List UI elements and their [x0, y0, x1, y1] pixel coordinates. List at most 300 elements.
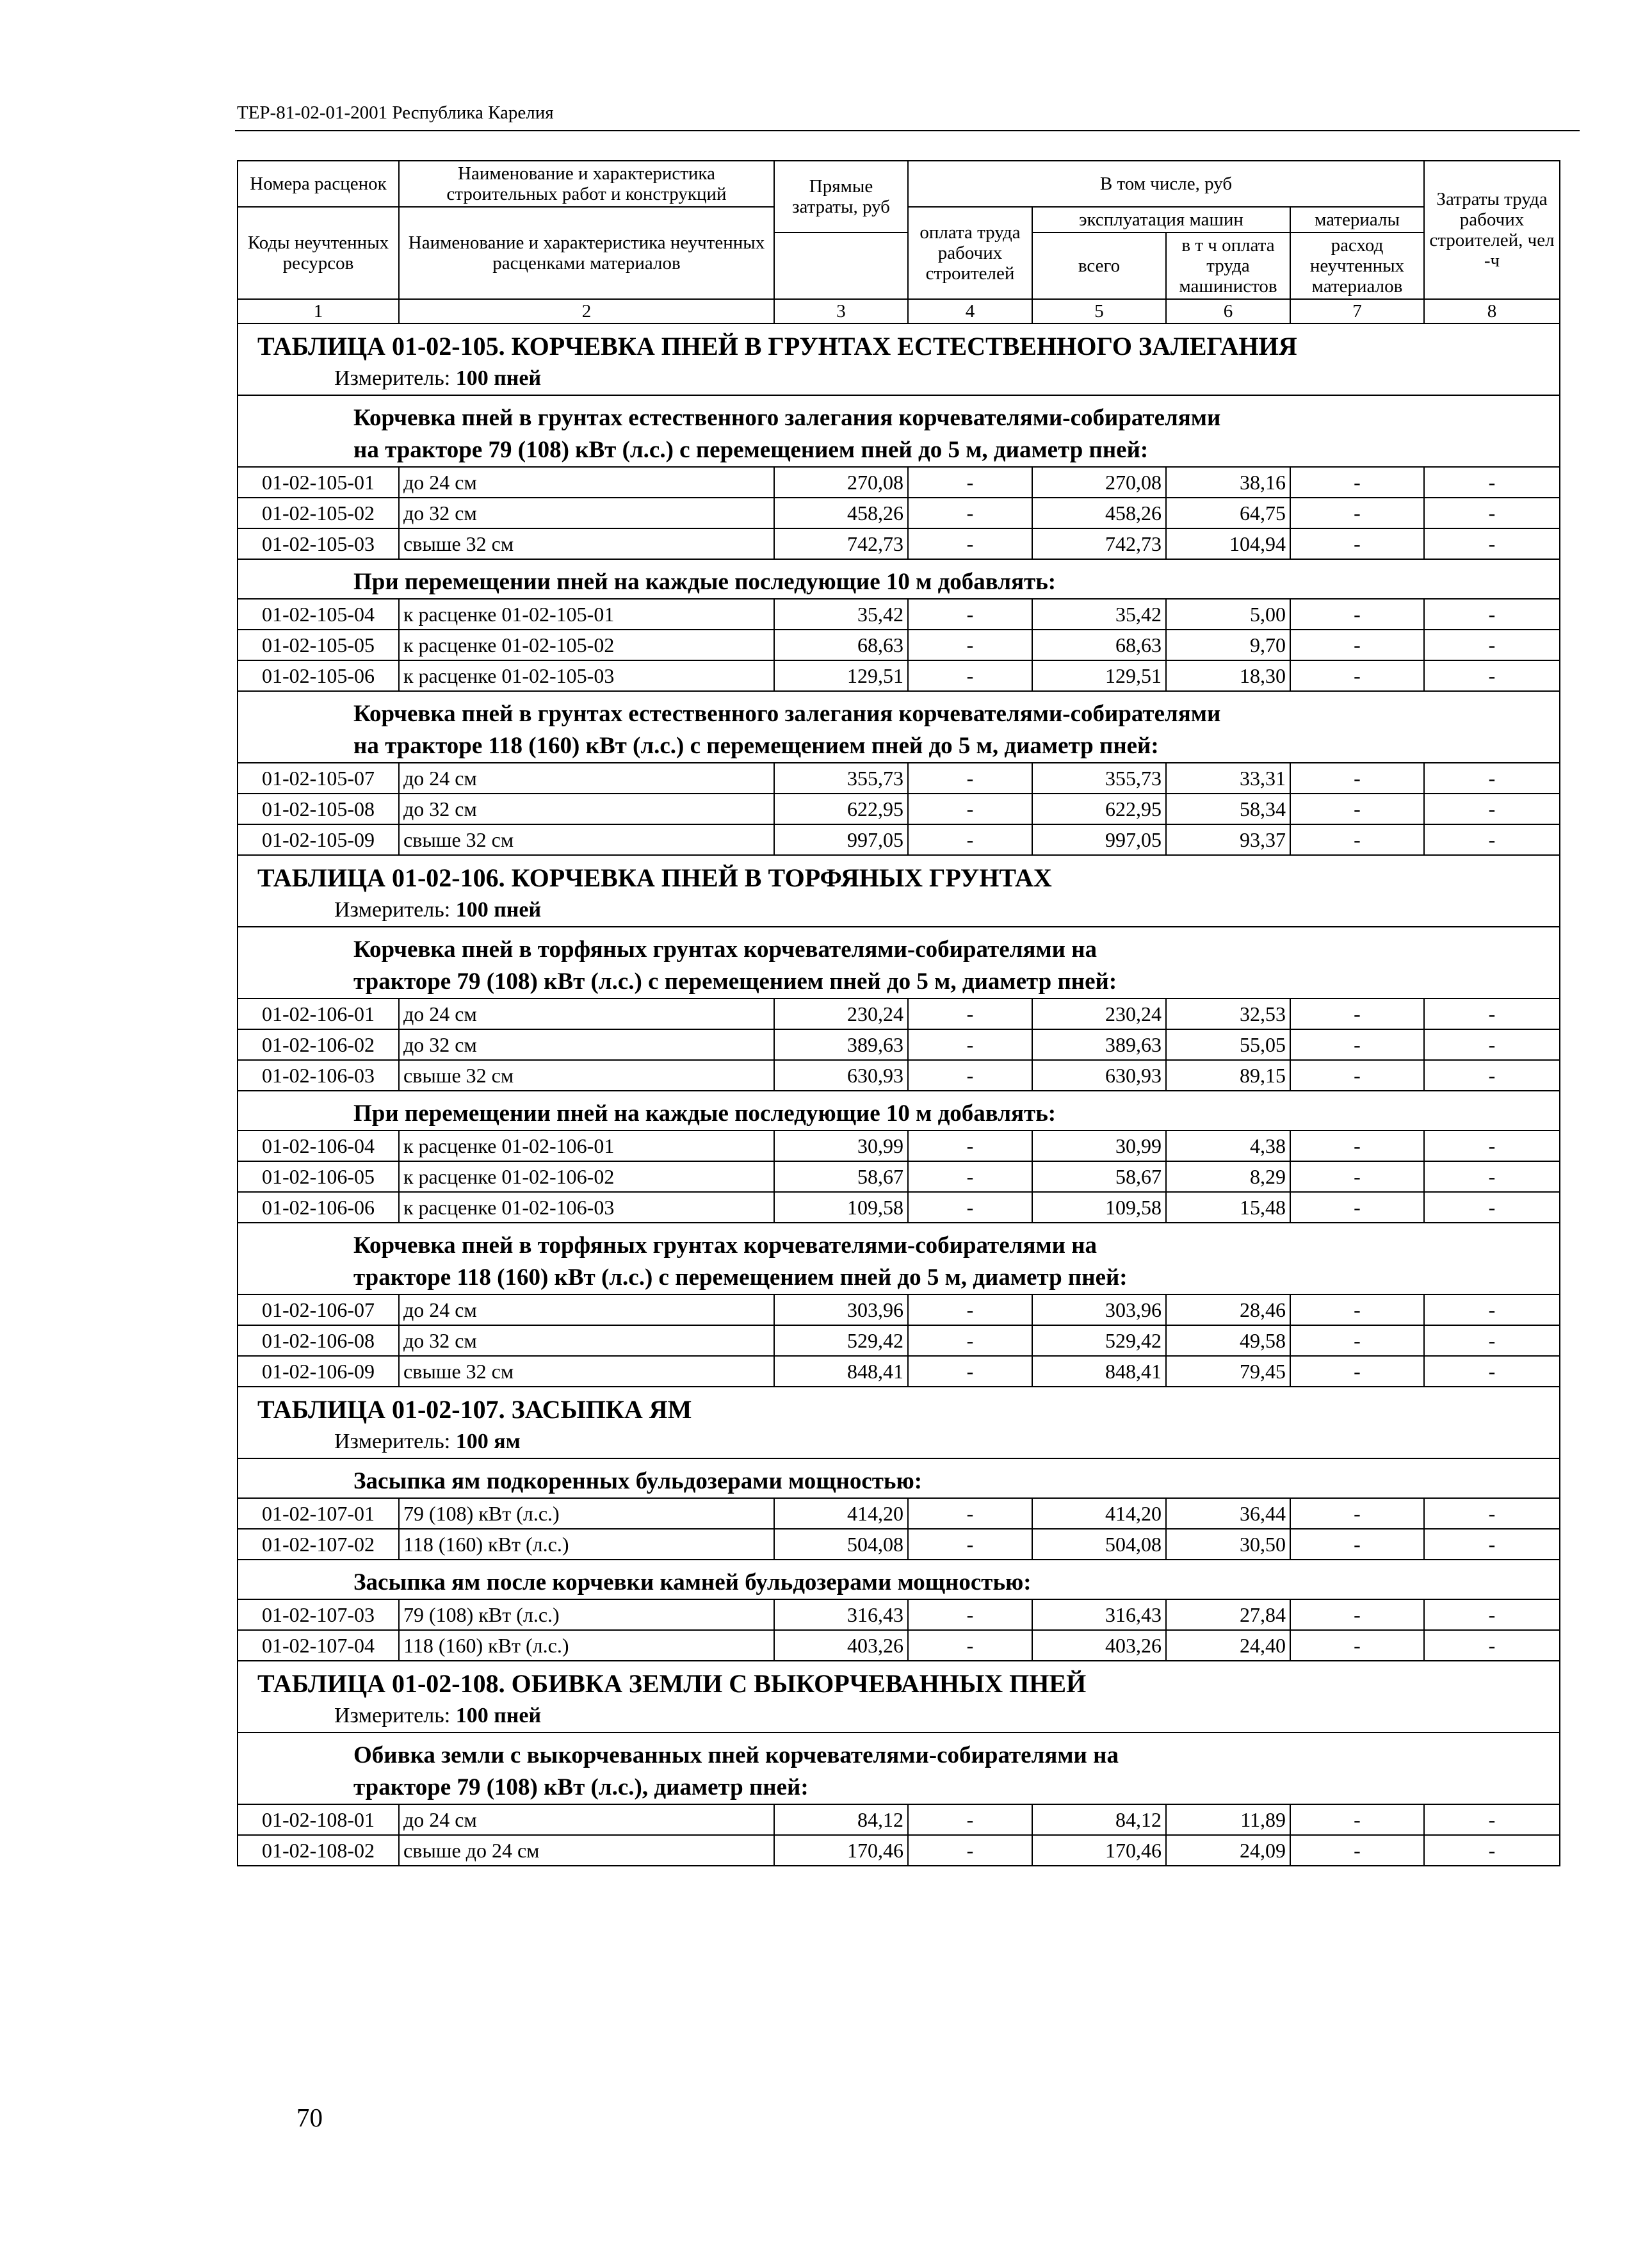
group-heading-cell — [238, 927, 1560, 999]
rate-code: 01-02-107-02 — [238, 1529, 399, 1560]
rate-code: 01-02-106-01 — [238, 999, 399, 1029]
labor-cost: - — [1424, 1804, 1560, 1835]
operators-pay: 32,53 — [1166, 999, 1290, 1029]
header-materials: материалы — [1290, 207, 1424, 233]
labor-pay: - — [908, 660, 1032, 691]
work-name: до 24 см — [399, 467, 774, 498]
rate-code: 01-02-106-05 — [238, 1161, 399, 1192]
operators-pay: 4,38 — [1166, 1130, 1290, 1161]
direct-costs: 35,42 — [774, 599, 908, 630]
machines-total: 129,51 — [1032, 660, 1166, 691]
operators-pay: 18,30 — [1166, 660, 1290, 691]
rate-code: 01-02-106-03 — [238, 1060, 399, 1091]
column-number: 6 — [1166, 299, 1290, 323]
rate-code: 01-02-107-03 — [238, 1599, 399, 1630]
rate-code: 01-02-105-04 — [238, 599, 399, 630]
materials-expense: - — [1290, 630, 1424, 660]
machines-total: 30,99 — [1032, 1130, 1166, 1161]
operators-pay: 5,00 — [1166, 599, 1290, 630]
machines-total: 742,73 — [1032, 528, 1166, 559]
machines-total: 303,96 — [1032, 1294, 1166, 1325]
table-row — [238, 467, 1560, 498]
group-heading-line: на тракторе 79 (108) кВт (л.с.) с перемещением пней до 5 м, диаметр пней: — [353, 437, 1149, 463]
table-row — [238, 1161, 1560, 1192]
header-including: В том числе, руб — [908, 161, 1424, 207]
operators-pay: 24,09 — [1166, 1835, 1290, 1866]
labor-cost: - — [1424, 498, 1560, 528]
table-row — [238, 794, 1560, 824]
rate-code: 01-02-105-06 — [238, 660, 399, 691]
labor-pay: - — [908, 1130, 1032, 1161]
direct-costs: 316,43 — [774, 1599, 908, 1630]
labor-pay: - — [908, 1835, 1032, 1866]
labor-pay: - — [908, 1599, 1032, 1630]
column-numbers-row — [238, 299, 1560, 323]
operators-pay: 64,75 — [1166, 498, 1290, 528]
table-row — [238, 1804, 1560, 1835]
meter-line — [238, 1426, 1559, 1458]
labor-cost: - — [1424, 794, 1560, 824]
column-number: 2 — [399, 299, 774, 323]
direct-costs: 504,08 — [774, 1529, 908, 1560]
header-machines: эксплуатация машин — [1032, 207, 1290, 233]
labor-cost: - — [1424, 1130, 1560, 1161]
meter-label: Измеритель: — [334, 898, 451, 922]
table-row — [238, 660, 1560, 691]
direct-costs: 529,42 — [774, 1325, 908, 1356]
rate-code: 01-02-107-01 — [238, 1498, 399, 1529]
labor-cost: - — [1424, 999, 1560, 1029]
table-title-cell — [238, 1387, 1560, 1458]
group-heading-cell — [238, 1458, 1560, 1498]
direct-costs: 270,08 — [774, 467, 908, 498]
rate-code: 01-02-105-02 — [238, 498, 399, 528]
machines-total: 504,08 — [1032, 1529, 1166, 1560]
direct-costs: 458,26 — [774, 498, 908, 528]
header-labor-cost: Затраты труда рабочих строителей, чел -ч — [1424, 161, 1560, 299]
header-labor-pay: оплата труда рабочих строителей — [908, 207, 1032, 299]
direct-costs: 630,93 — [774, 1060, 908, 1091]
materials-expense: - — [1290, 599, 1424, 630]
labor-pay: - — [908, 1356, 1032, 1387]
machines-total: 622,95 — [1032, 794, 1166, 824]
rate-code: 01-02-106-07 — [238, 1294, 399, 1325]
work-name: свыше до 24 см — [399, 1835, 774, 1866]
machines-total: 35,42 — [1032, 599, 1166, 630]
machines-total: 403,26 — [1032, 1630, 1166, 1661]
materials-expense: - — [1290, 1356, 1424, 1387]
table-row — [238, 1835, 1560, 1866]
direct-costs: 848,41 — [774, 1356, 908, 1387]
table-row — [238, 1356, 1560, 1387]
machines-total: 389,63 — [1032, 1029, 1166, 1060]
machines-total: 109,58 — [1032, 1192, 1166, 1223]
rate-code: 01-02-106-04 — [238, 1130, 399, 1161]
operators-pay: 30,50 — [1166, 1529, 1290, 1560]
labor-cost: - — [1424, 630, 1560, 660]
work-name: к расценке 01-02-106-03 — [399, 1192, 774, 1223]
labor-pay: - — [908, 794, 1032, 824]
work-name: до 24 см — [399, 763, 774, 794]
group-heading-cell — [238, 559, 1560, 599]
rate-code: 01-02-106-06 — [238, 1192, 399, 1223]
table-row — [238, 599, 1560, 630]
meter-label: Измеритель: — [334, 366, 451, 390]
direct-costs: 622,95 — [774, 794, 908, 824]
materials-expense: - — [1290, 1130, 1424, 1161]
column-number: 3 — [774, 299, 908, 323]
work-name: к расценке 01-02-105-03 — [399, 660, 774, 691]
work-name: до 32 см — [399, 1029, 774, 1060]
group-heading-cell — [238, 1733, 1560, 1804]
materials-expense: - — [1290, 1161, 1424, 1192]
column-number: 1 — [238, 299, 399, 323]
table-row — [238, 498, 1560, 528]
table-title: ТАБЛИЦА 01-02-108. ОБИВКА ЗЕМЛИ С ВЫКОРЧЕВАННЫХ ПНЕЙ — [257, 1669, 1087, 1698]
machines-total: 58,67 — [1032, 1161, 1166, 1192]
group-heading-line: тракторе 79 (108) кВт (л.с.), диаметр пней: — [353, 1774, 809, 1800]
operators-pay: 36,44 — [1166, 1498, 1290, 1529]
group-heading-row — [238, 395, 1560, 467]
table-row — [238, 1029, 1560, 1060]
work-name: до 24 см — [399, 1804, 774, 1835]
labor-pay: - — [908, 1029, 1032, 1060]
labor-cost: - — [1424, 660, 1560, 691]
table-title-cell — [238, 1661, 1560, 1733]
header-codes-bottom: Коды неучтенных ресурсов — [238, 207, 399, 299]
direct-costs: 170,46 — [774, 1835, 908, 1866]
labor-cost: - — [1424, 1192, 1560, 1223]
operators-pay: 27,84 — [1166, 1599, 1290, 1630]
operators-pay: 89,15 — [1166, 1060, 1290, 1091]
materials-expense: - — [1290, 1294, 1424, 1325]
work-name: 118 (160) кВт (л.с.) — [399, 1630, 774, 1661]
column-number: 5 — [1032, 299, 1166, 323]
table-title: ТАБЛИЦА 01-02-105. КОРЧЕВКА ПНЕЙ В ГРУНТАХ ЕСТЕСТВЕННОГО ЗАЛЕГАНИЯ — [257, 332, 1297, 361]
labor-cost: - — [1424, 1294, 1560, 1325]
table-title-row — [238, 323, 1560, 395]
table-row — [238, 1294, 1560, 1325]
meter-label: Измеритель: — [334, 1704, 451, 1727]
machines-total: 997,05 — [1032, 824, 1166, 855]
materials-expense: - — [1290, 1060, 1424, 1091]
meter-label: Измеритель: — [334, 1430, 451, 1453]
operators-pay: 11,89 — [1166, 1804, 1290, 1835]
operators-pay: 93,37 — [1166, 824, 1290, 855]
labor-pay: - — [908, 763, 1032, 794]
labor-cost: - — [1424, 1835, 1560, 1866]
materials-expense: - — [1290, 467, 1424, 498]
price-table — [237, 160, 1560, 1866]
materials-expense: - — [1290, 999, 1424, 1029]
group-heading-line: Засыпка ям после корчевки камней бульдозерами мощностью: — [353, 1569, 1032, 1595]
meter-value: 100 пней — [455, 1704, 542, 1727]
group-heading-row — [238, 1733, 1560, 1804]
table-row — [238, 1325, 1560, 1356]
direct-costs: 403,26 — [774, 1630, 908, 1661]
machines-total: 848,41 — [1032, 1356, 1166, 1387]
operators-pay: 55,05 — [1166, 1029, 1290, 1060]
materials-expense: - — [1290, 498, 1424, 528]
operators-pay: 104,94 — [1166, 528, 1290, 559]
column-number: 8 — [1424, 299, 1560, 323]
column-number: 7 — [1290, 299, 1424, 323]
rate-code: 01-02-106-02 — [238, 1029, 399, 1060]
direct-costs: 355,73 — [774, 763, 908, 794]
header-name-bottom: Наименование и характеристика неучтенных расценками материалов — [399, 207, 774, 299]
meter-line — [238, 894, 1559, 926]
table-title-row — [238, 855, 1560, 927]
labor-cost: - — [1424, 1630, 1560, 1661]
header-spacer — [774, 233, 908, 299]
group-heading-row — [238, 1560, 1560, 1599]
column-number: 4 — [908, 299, 1032, 323]
labor-cost: - — [1424, 1325, 1560, 1356]
machines-total: 414,20 — [1032, 1498, 1166, 1529]
group-heading-row — [238, 691, 1560, 763]
rate-code: 01-02-105-05 — [238, 630, 399, 660]
group-heading-row — [238, 1091, 1560, 1130]
rate-code: 01-02-105-01 — [238, 467, 399, 498]
group-heading-cell — [238, 1223, 1560, 1294]
rate-code: 01-02-107-04 — [238, 1630, 399, 1661]
table-row — [238, 824, 1560, 855]
table-row — [238, 763, 1560, 794]
materials-expense: - — [1290, 1192, 1424, 1223]
materials-expense: - — [1290, 1529, 1424, 1560]
labor-pay: - — [908, 1529, 1032, 1560]
materials-expense: - — [1290, 1599, 1424, 1630]
work-name: до 32 см — [399, 498, 774, 528]
work-name: до 32 см — [399, 794, 774, 824]
header-rule — [235, 130, 1580, 131]
meter-value: 100 ям — [455, 1430, 521, 1453]
work-name: к расценке 01-02-105-01 — [399, 599, 774, 630]
table-row — [238, 630, 1560, 660]
labor-cost: - — [1424, 1060, 1560, 1091]
group-heading-line: Корчевка пней в торфяных грунтах корчевателями-собирателями на — [353, 1232, 1097, 1259]
labor-pay: - — [908, 824, 1032, 855]
table-row — [238, 999, 1560, 1029]
materials-expense: - — [1290, 1630, 1424, 1661]
group-heading-line: тракторе 79 (108) кВт (л.с.) с перемещением пней до 5 м, диаметр пней: — [353, 968, 1117, 995]
group-heading-line: При перемещении пней на каждые последующие 10 м добавлять: — [353, 1100, 1057, 1127]
materials-expense: - — [1290, 1804, 1424, 1835]
work-name: к расценке 01-02-105-02 — [399, 630, 774, 660]
meter-line — [238, 1700, 1559, 1732]
header-materials-expense: расход неучтенных материалов — [1290, 233, 1424, 299]
rate-code: 01-02-106-09 — [238, 1356, 399, 1387]
table-row — [238, 1529, 1560, 1560]
direct-costs: 414,20 — [774, 1498, 908, 1529]
work-name: 79 (108) кВт (л.с.) — [399, 1498, 774, 1529]
operators-pay: 8,29 — [1166, 1161, 1290, 1192]
materials-expense: - — [1290, 794, 1424, 824]
labor-cost: - — [1424, 467, 1560, 498]
page-number: 70 — [296, 2103, 323, 2132]
direct-costs: 58,67 — [774, 1161, 908, 1192]
work-name: свыше 32 см — [399, 824, 774, 855]
meter-line — [238, 363, 1559, 395]
labor-pay: - — [908, 467, 1032, 498]
group-heading-line: Корчевка пней в грунтах естественного залегания корчевателями-собирателями — [353, 701, 1221, 727]
work-name: к расценке 01-02-106-02 — [399, 1161, 774, 1192]
work-name: 79 (108) кВт (л.с.) — [399, 1599, 774, 1630]
work-name: свыше 32 см — [399, 528, 774, 559]
labor-pay: - — [908, 1192, 1032, 1223]
labor-cost: - — [1424, 528, 1560, 559]
machines-total: 170,46 — [1032, 1835, 1166, 1866]
group-heading-line: тракторе 118 (160) кВт (л.с.) с перемещением пней до 5 м, диаметр пней: — [353, 1264, 1128, 1291]
operators-pay: 49,58 — [1166, 1325, 1290, 1356]
operators-pay: 79,45 — [1166, 1356, 1290, 1387]
work-name: до 24 см — [399, 999, 774, 1029]
labor-cost: - — [1424, 1161, 1560, 1192]
work-name: свыше 32 см — [399, 1356, 774, 1387]
direct-costs: 129,51 — [774, 660, 908, 691]
labor-cost: - — [1424, 1356, 1560, 1387]
table-row — [238, 1192, 1560, 1223]
rate-code: 01-02-106-08 — [238, 1325, 399, 1356]
table-title-row — [238, 1661, 1560, 1733]
materials-expense: - — [1290, 1325, 1424, 1356]
table-body — [238, 323, 1560, 1866]
table-title-cell — [238, 323, 1560, 395]
operators-pay: 28,46 — [1166, 1294, 1290, 1325]
group-heading-row — [238, 559, 1560, 599]
group-heading-row — [238, 927, 1560, 999]
table-title: ТАБЛИЦА 01-02-106. КОРЧЕВКА ПНЕЙ В ТОРФЯНЫХ ГРУНТАХ — [257, 863, 1052, 892]
labor-pay: - — [908, 1060, 1032, 1091]
table-title-row — [238, 1387, 1560, 1458]
operators-pay: 24,40 — [1166, 1630, 1290, 1661]
table-row — [238, 1599, 1560, 1630]
table-title: ТАБЛИЦА 01-02-107. ЗАСЫПКА ЯМ — [257, 1395, 692, 1424]
materials-expense: - — [1290, 1835, 1424, 1866]
machines-total: 529,42 — [1032, 1325, 1166, 1356]
machines-total: 458,26 — [1032, 498, 1166, 528]
materials-expense: - — [1290, 763, 1424, 794]
direct-costs: 303,96 — [774, 1294, 908, 1325]
machines-total: 630,93 — [1032, 1060, 1166, 1091]
labor-cost: - — [1424, 763, 1560, 794]
header-machines-total: всего — [1032, 233, 1166, 299]
group-heading-row — [238, 1223, 1560, 1294]
machines-total: 316,43 — [1032, 1599, 1166, 1630]
direct-costs: 109,58 — [774, 1192, 908, 1223]
header-name-top: Наименование и характеристика строительных работ и конструкций — [399, 161, 774, 207]
document-header: ТЕР-81-02-01-2001 Республика Карелия — [237, 102, 554, 123]
group-heading-cell — [238, 1560, 1560, 1599]
machines-total: 270,08 — [1032, 467, 1166, 498]
header-direct-costs: Прямые затраты, руб — [774, 161, 908, 233]
labor-cost: - — [1424, 1498, 1560, 1529]
machines-total: 355,73 — [1032, 763, 1166, 794]
work-name: до 32 см — [399, 1325, 774, 1356]
direct-costs: 30,99 — [774, 1130, 908, 1161]
table-row — [238, 1130, 1560, 1161]
group-heading-cell — [238, 395, 1560, 467]
machines-total: 84,12 — [1032, 1804, 1166, 1835]
rate-code: 01-02-105-03 — [238, 528, 399, 559]
rate-code: 01-02-105-07 — [238, 763, 399, 794]
labor-pay: - — [908, 498, 1032, 528]
labor-pay: - — [908, 999, 1032, 1029]
table-row — [238, 1498, 1560, 1529]
operators-pay: 58,34 — [1166, 794, 1290, 824]
operators-pay: 38,16 — [1166, 467, 1290, 498]
labor-pay: - — [908, 1161, 1032, 1192]
labor-pay: - — [908, 1630, 1032, 1661]
work-name: к расценке 01-02-106-01 — [399, 1130, 774, 1161]
direct-costs: 997,05 — [774, 824, 908, 855]
operators-pay: 15,48 — [1166, 1192, 1290, 1223]
machines-total: 230,24 — [1032, 999, 1166, 1029]
group-heading-line: на тракторе 118 (160) кВт (л.с.) с перемещением пней до 5 м, диаметр пней: — [353, 733, 1159, 759]
labor-pay: - — [908, 1294, 1032, 1325]
labor-pay: - — [908, 1804, 1032, 1835]
meter-value: 100 пней — [455, 366, 542, 390]
group-heading-line: Корчевка пней в торфяных грунтах корчевателями-собирателями на — [353, 936, 1097, 963]
labor-pay: - — [908, 1498, 1032, 1529]
group-heading-row — [238, 1458, 1560, 1498]
work-name: свыше 32 см — [399, 1060, 774, 1091]
rate-code: 01-02-108-02 — [238, 1835, 399, 1866]
materials-expense: - — [1290, 528, 1424, 559]
machines-total: 68,63 — [1032, 630, 1166, 660]
meter-value: 100 пней — [455, 898, 542, 922]
materials-expense: - — [1290, 1029, 1424, 1060]
group-heading-cell — [238, 691, 1560, 763]
direct-costs: 742,73 — [774, 528, 908, 559]
header-codes-top: Номера расценок — [238, 161, 399, 207]
labor-pay: - — [908, 630, 1032, 660]
materials-expense: - — [1290, 1498, 1424, 1529]
operators-pay: 33,31 — [1166, 763, 1290, 794]
table-row — [238, 1630, 1560, 1661]
labor-cost: - — [1424, 1599, 1560, 1630]
table-title-cell — [238, 855, 1560, 927]
group-heading-line: Корчевка пней в грунтах естественного залегания корчевателями-собирателями — [353, 405, 1221, 431]
labor-pay: - — [908, 1325, 1032, 1356]
rate-code: 01-02-105-08 — [238, 794, 399, 824]
direct-costs: 230,24 — [774, 999, 908, 1029]
materials-expense: - — [1290, 660, 1424, 691]
group-heading-cell — [238, 1091, 1560, 1130]
work-name: 118 (160) кВт (л.с.) — [399, 1529, 774, 1560]
direct-costs: 84,12 — [774, 1804, 908, 1835]
labor-cost: - — [1424, 1529, 1560, 1560]
group-heading-line: Засыпка ям подкоренных бульдозерами мощностью: — [353, 1468, 923, 1494]
materials-expense: - — [1290, 824, 1424, 855]
group-heading-line: При перемещении пней на каждые последующие 10 м добавлять: — [353, 569, 1057, 595]
labor-cost: - — [1424, 599, 1560, 630]
table-row — [238, 1060, 1560, 1091]
rate-code: 01-02-105-09 — [238, 824, 399, 855]
group-heading-line: Обивка земли с выкорчеванных пней корчевателями-собирателями на — [353, 1742, 1119, 1768]
header-operators-pay: в т ч оплата труда машинистов — [1166, 233, 1290, 299]
labor-pay: - — [908, 599, 1032, 630]
direct-costs: 68,63 — [774, 630, 908, 660]
labor-cost: - — [1424, 824, 1560, 855]
table-row — [238, 528, 1560, 559]
work-name: до 24 см — [399, 1294, 774, 1325]
direct-costs: 389,63 — [774, 1029, 908, 1060]
rate-code: 01-02-108-01 — [238, 1804, 399, 1835]
labor-pay: - — [908, 528, 1032, 559]
labor-cost: - — [1424, 1029, 1560, 1060]
operators-pay: 9,70 — [1166, 630, 1290, 660]
